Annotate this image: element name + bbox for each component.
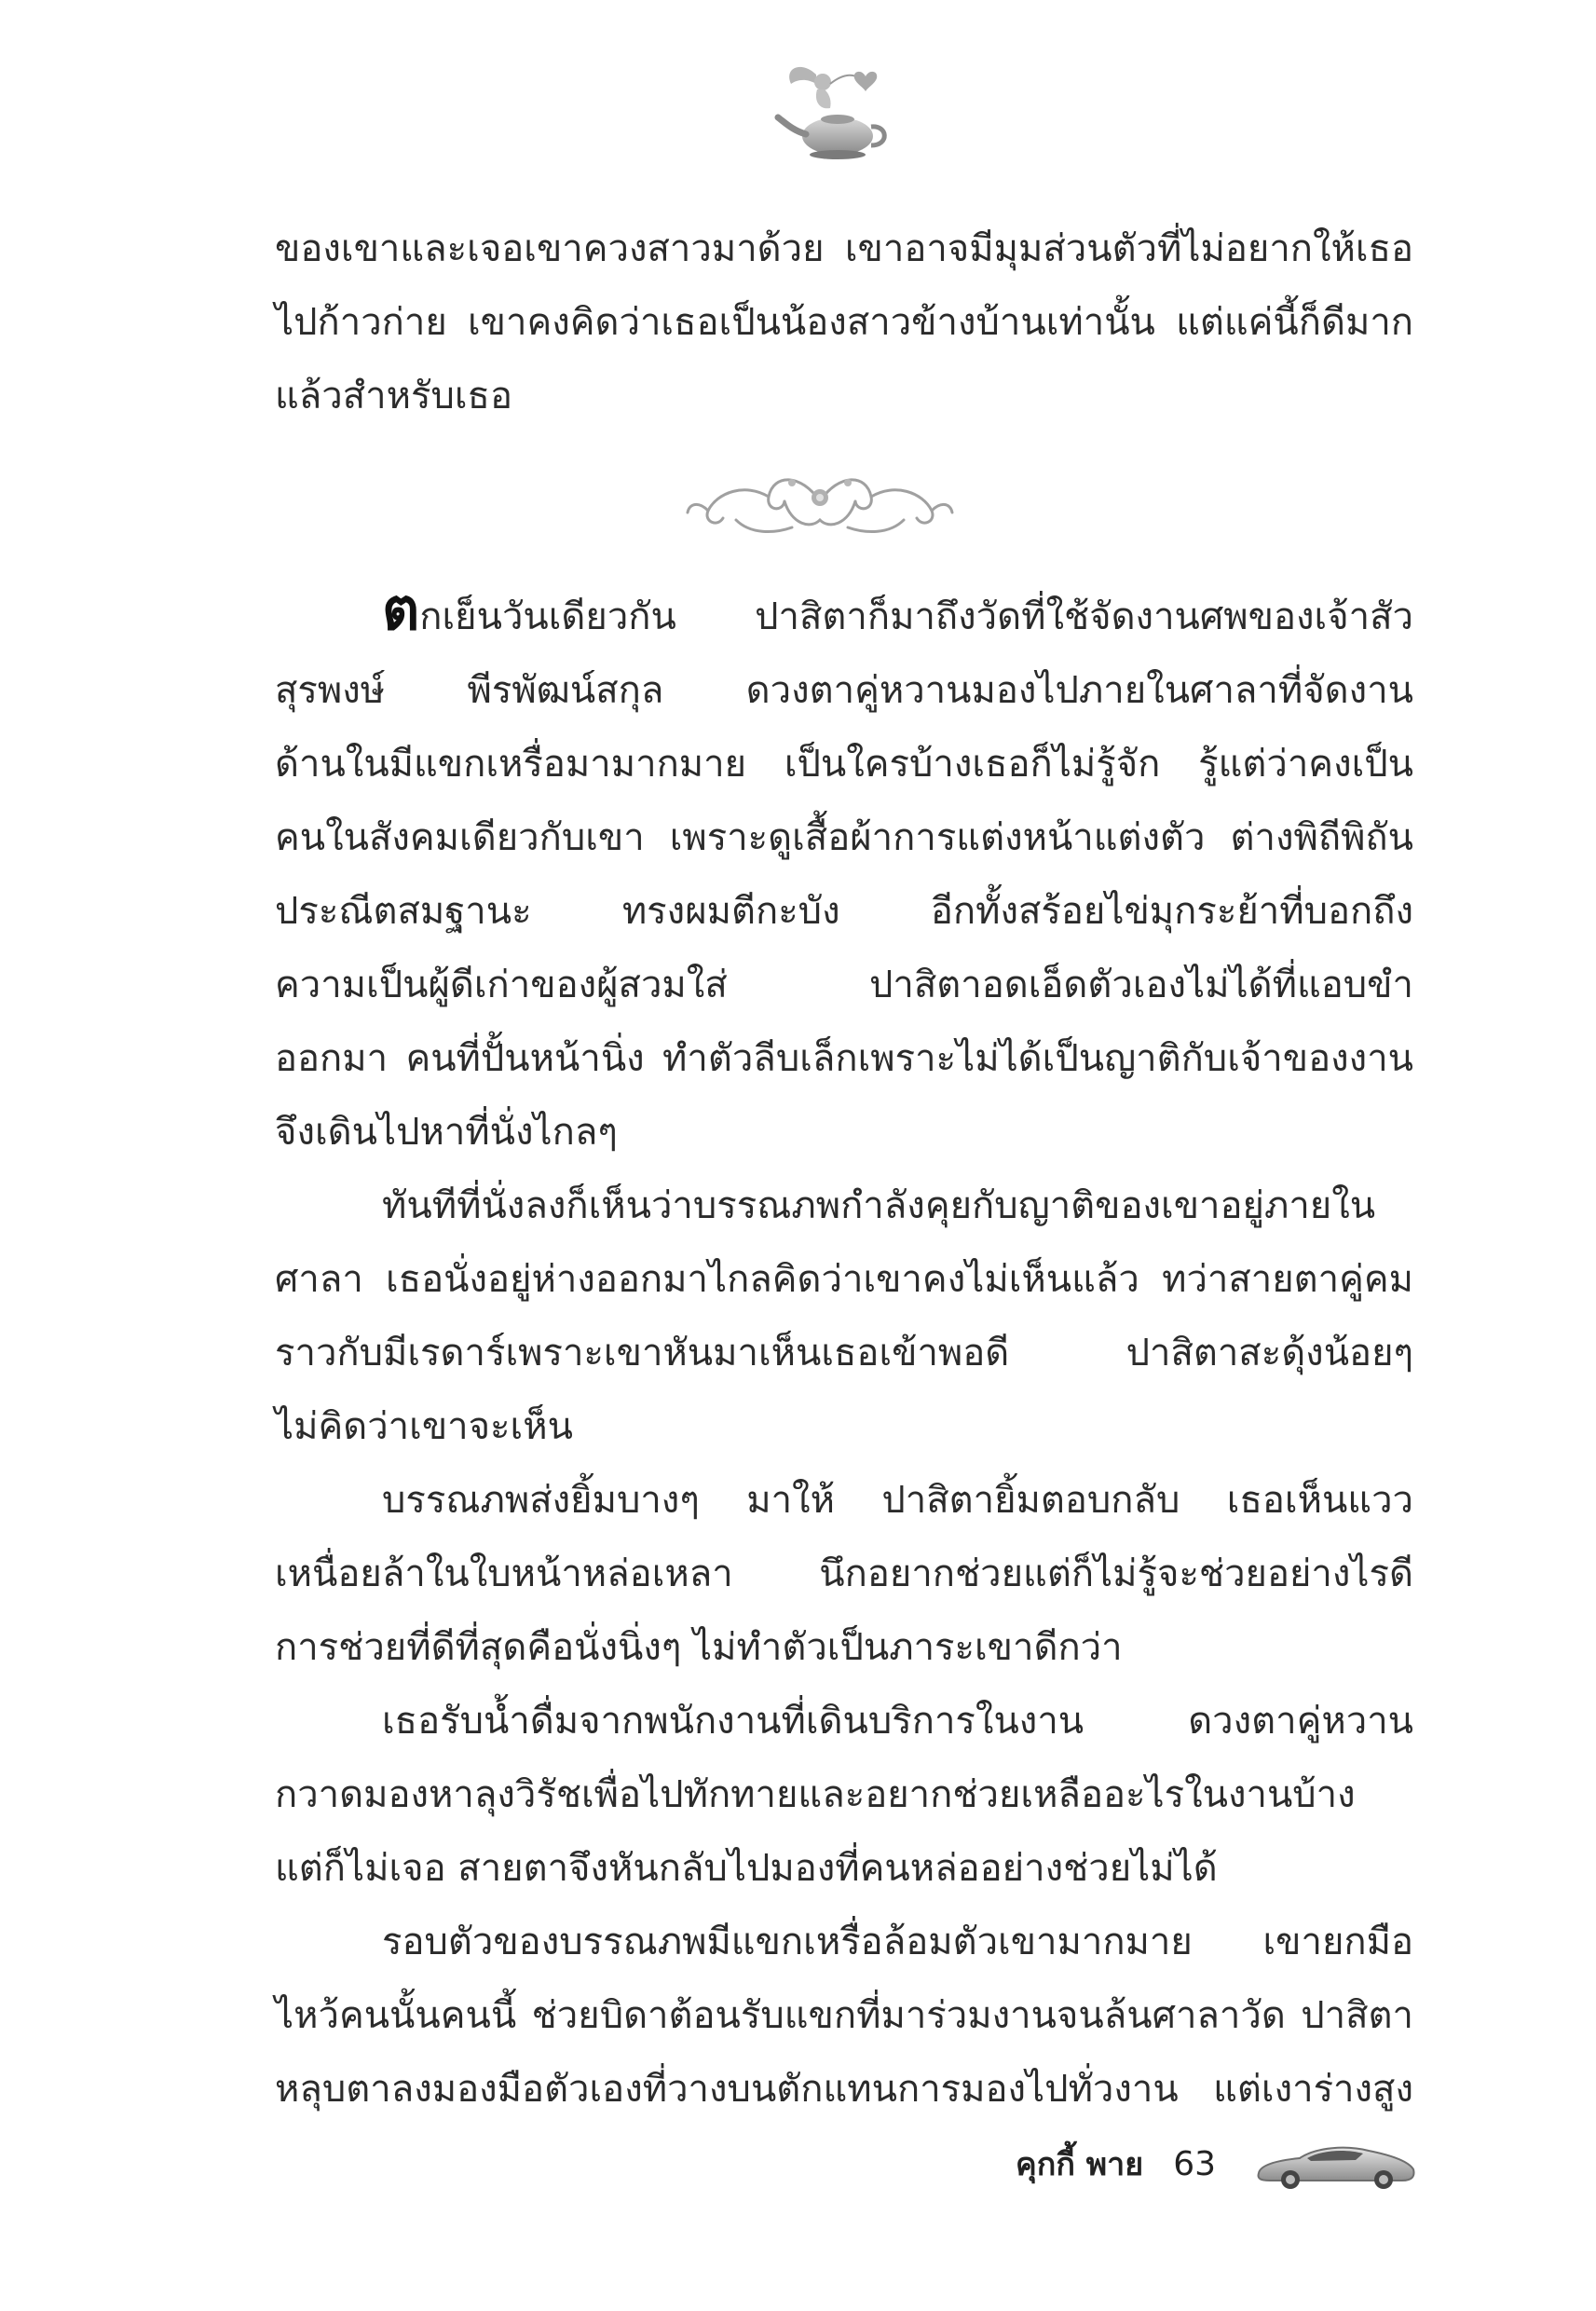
text-line: ศาลา เธอนั่งอยู่ห่างออกมาไกลคิดว่าเขาคงไม่เห็นแล้ว ทว่าสายตาคู่คม: [275, 1258, 1413, 1301]
sports-car-icon: [1253, 2136, 1419, 2192]
text-line: กวาดมองหาลุงวิรัชเพื่อไปทักทายและอยากช่วยเหลืออะไรในงานบ้าง: [275, 1773, 1356, 1816]
text-line: [275, 575, 1413, 654]
text-line: รอบตัวของบรรณภพมีแขกเหรื่อล้อมตัวเขามากมาย เขายกมือ: [382, 1921, 1413, 1963]
text-line: ทันทีที่นั่งลงก็เห็นว่าบรรณภพกำลังคุยกับญาติของเขาอยู่ภายใน: [382, 1184, 1376, 1227]
text-line: ประณีตสมฐานะ ทรงผมตีกะบัง อีกทั้งสร้อยไข่มุกระย้าที่บอกถึง: [275, 890, 1413, 933]
paragraph-1: [275, 575, 1413, 1169]
text-line: สุรพงษ์ พีรพัฒน์สกุล ดวงตาคู่หวานมองไปภายในศาลาที่จัดงาน: [275, 669, 1413, 712]
text-line: ราวกับมีเรดาร์เพราะเขาหันมาเห็นเธอเข้าพอดี ปาสิตาสะดุ้งน้อยๆ: [275, 1332, 1413, 1374]
text-line: ไม่คิดว่าเขาจะเห็น: [275, 1405, 573, 1448]
paragraph-4: [275, 1685, 1413, 1906]
page-footer: [1016, 2136, 1419, 2192]
text-line: ไปก้าวก่าย เขาคงคิดว่าเธอเป็นน้องสาวข้างบ้านเท่านั้น แต่แค่นี้ก็ดีมาก: [275, 301, 1413, 344]
text-line: ออกมา คนที่ปั้นหน้านิ่ง ทำตัวลีบเล็กเพราะไม่ได้เป็นญาติกับเจ้าของงาน: [275, 1037, 1413, 1080]
text-line: บรรณภพส่งยิ้มบางๆ มาให้ ปาสิตายิ้มตอบกลับ เธอเห็นแวว: [382, 1479, 1413, 1522]
text-line: เหนื่อยล้าในใบหน้าหล่อเหลา นึกอยากช่วยแต่ก็ไม่รู้จะช่วยอย่างไรดี: [275, 1552, 1413, 1595]
text-line: เธอรับน้ำดื่มจากพนักงานที่เดินบริการในงาน ดวงตาคู่หวาน: [382, 1700, 1413, 1743]
text-line: การช่วยที่ดีที่สุดคือนั่งนิ่งๆ ไม่ทำตัวเป็นภาระเขาดีกว่า: [275, 1626, 1123, 1669]
paragraph-3: [275, 1464, 1413, 1685]
text-line: หลุบตาลงมองมือตัวเองที่วางบนตักแทนการมองไปทั่วงาน แต่เงาร่างสูง: [275, 2068, 1413, 2111]
text-line: จึงเดินไปหาที่นั่งไกลๆ: [275, 1111, 618, 1154]
text-line: แต่ก็ไม่เจอ สายตาจึงหันกลับไปมองที่คนหล่ออย่างช่วยไม่ได้: [275, 1847, 1218, 1890]
top-paragraph: [275, 212, 1413, 433]
text-line: ไหว้คนนั้นคนนี้ ช่วยบิดาต้อนรับแขกที่มาร่วมงานจนล้นศาลาวัด ปาสิตา: [275, 1994, 1413, 2037]
text-line-content: กเย็นวันเดียวกัน ปาสิตาก็มาถึงวัดที่ใช้จัดงานศพของเจ้าสัว: [419, 595, 1413, 638]
main-body-text: [275, 575, 1413, 2126]
paragraph-5: [275, 1906, 1413, 2126]
text-line: ด้านในมีแขกเหรื่อมามากมาย เป็นใครบ้างเธอก็ไม่รู้จัก รู้แต่ว่าคงเป็น: [275, 743, 1413, 786]
dropcap-letter: ต: [382, 575, 420, 643]
text-line: ของเขาและเจอเขาควงสาวมาด้วย เขาอาจมีมุมส่วนตัวที่ไม่อยากให้เธอ: [275, 227, 1413, 270]
text-line: แล้วสำหรับเธอ: [275, 375, 512, 417]
cupid-teapot-icon: [765, 56, 905, 168]
book-title: คุกกี้ พาย: [1016, 2146, 1144, 2183]
text-line: ความเป็นผู้ดีเก่าของผู้สวมใส่ ปาสิตาอดเอ็ดตัวเองไม่ได้ที่แอบขำ: [275, 964, 1413, 1006]
floral-divider-icon: [680, 455, 960, 548]
text-line: คนในสังคมเดียวกับเขา เพราะดูเสื้อผ้าการแต่งหน้าแต่งตัว ต่างพิถีพิถัน: [275, 816, 1413, 859]
paragraph-2: [275, 1169, 1413, 1464]
page-number: 63: [1173, 2144, 1216, 2183]
